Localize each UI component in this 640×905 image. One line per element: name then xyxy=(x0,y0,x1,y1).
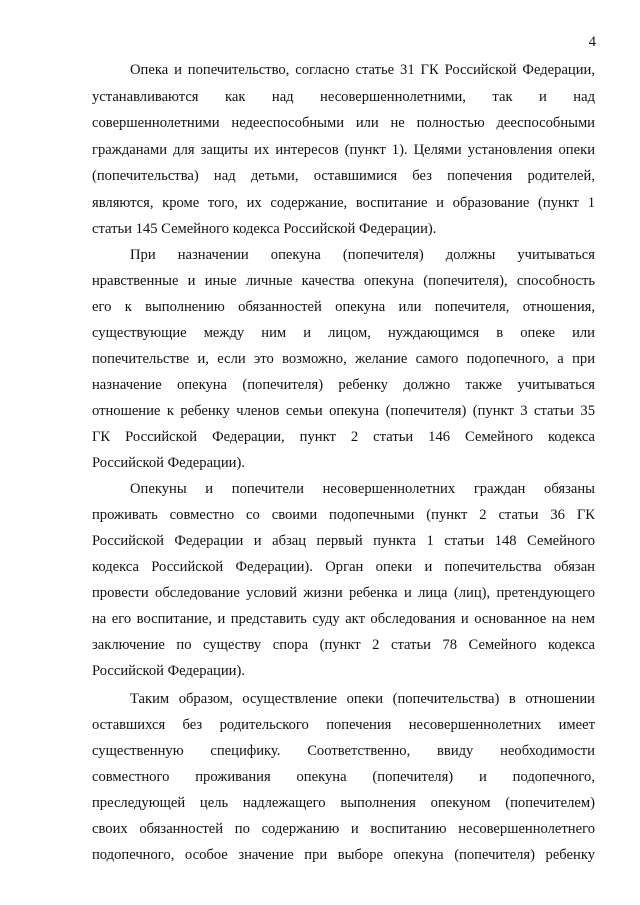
text-line: на его воспитание, и представить суду акт обследования и основанное на нем xyxy=(92,611,595,627)
text-line: кодекса Российской Федерации). Орган опеки и попечительства обязан xyxy=(92,559,595,575)
text-line: оставшихся без родительского попечения несовершеннолетних имеет xyxy=(92,717,595,733)
text-line: существенную специфику. Соответственно, ввиду необходимости xyxy=(92,743,595,759)
text-line: Таким образом, осуществление опеки (попечительства) в отношении xyxy=(130,691,595,707)
text-line: нравственные и иные личные качества опекуна (попечителя), способность xyxy=(92,273,595,289)
text-line: ГК Российской Федерации, пункт 2 статьи 146 Семейного кодекса xyxy=(92,429,595,445)
text-line: устанавливаются как над несовершеннолетними, так и над xyxy=(92,89,595,105)
text-line: (попечительства) над детьми, оставшимися без попечения родителей, xyxy=(92,168,595,184)
text-line: провести обследование условий жизни ребенка и лица (лиц), претендующего xyxy=(92,585,595,601)
text-line: заключение по существу спора (пункт 2 статьи 78 Семейного кодекса xyxy=(92,637,595,653)
text-line: Опекуны и попечители несовершеннолетних граждан обязаны xyxy=(130,481,595,497)
text-line: совершеннолетними недееспособными или не полностью дееспособными xyxy=(92,115,595,131)
text-line: своих обязанностей по содержанию и воспитанию несовершеннолетнего xyxy=(92,821,595,837)
text-line: статьи 145 Семейного кодекса Российской Федерации). xyxy=(92,221,437,237)
text-line: назначение опекуна (попечителя) ребенку должно также учитываться xyxy=(92,377,595,393)
text-line: попечительстве и, если это возможно, желание самого подопечного, а при xyxy=(92,351,595,367)
text-line: преследующей цель надлежащего выполнения опекуном (попечителем) xyxy=(92,795,595,811)
text-line: Опека и попечительство, согласно статье 31 ГК Российской Федерации, xyxy=(130,62,595,78)
text-line: Российской Федерации и абзац первый пункта 1 статьи 148 Семейного xyxy=(92,533,595,549)
text-line: отношение к ребенку членов семьи опекуна (попечителя) (пункт 3 статьи 35 xyxy=(92,403,595,419)
text-line: гражданами для защиты их интересов (пункт 1). Целями установления опеки xyxy=(92,142,595,158)
page-number: 4 xyxy=(588,34,596,50)
text-line: его к выполнению обязанностей опекуна или попечителя, отношения, xyxy=(92,299,595,315)
text-line: существующие между ним и лицом, нуждающимся в опеке или xyxy=(92,325,595,341)
text-line: совместного проживания опекуна (попечителя) и подопечного, xyxy=(92,769,595,785)
text-line: Российской Федерации). xyxy=(92,455,245,471)
text-line: проживать совместно со своими подопечными (пункт 2 статьи 36 ГК xyxy=(92,507,595,523)
text-line: являются, кроме того, их содержание, воспитание и образование (пункт 1 xyxy=(92,195,595,211)
text-line: подопечного, особое значение при выборе опекуна (попечителя) ребенку xyxy=(92,847,595,863)
text-line: Российской Федерации). xyxy=(92,663,245,679)
text-line: При назначении опекуна (попечителя) должны учитываться xyxy=(130,247,595,263)
